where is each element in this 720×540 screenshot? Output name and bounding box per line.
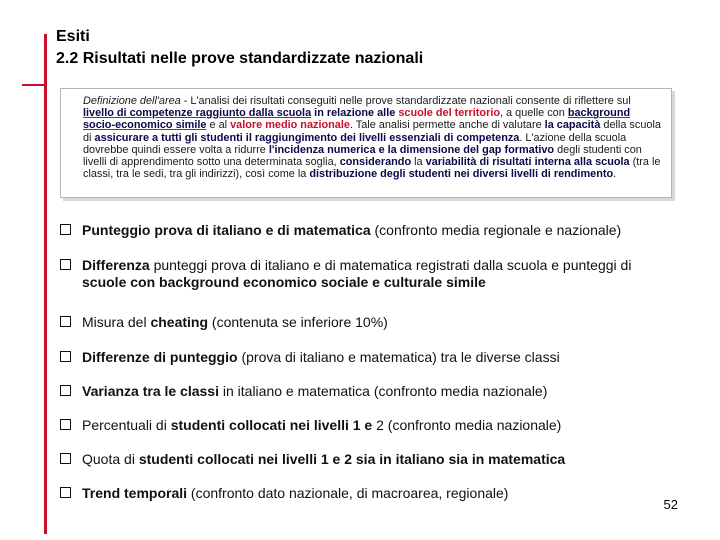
bullet-text: (prova di italiano e matematica) tra le diverse classi	[237, 349, 560, 365]
bullet-text: Percentuali di	[82, 417, 171, 433]
definition-text: . Tale analisi permette anche di valutare	[349, 119, 545, 132]
bullet-text: punteggi prova di italiano e di matematica registrati dalla scuola e punteggi di	[149, 257, 632, 273]
list-item	[60, 349, 650, 366]
definition-emph-red: scuole del territorio	[398, 107, 500, 120]
definition-emph: variabilità di risultati interna alla scuola	[425, 156, 630, 169]
definition-text: - L'analisi dei risultati conseguiti nelle prove standardizzate nazionali consente di riflettere sul	[180, 95, 631, 107]
list-item	[60, 451, 650, 468]
definition-emph: background socio-economico simile	[83, 107, 631, 132]
bullet-emph: Varianza tra le classi	[82, 383, 219, 399]
definition-text: e al	[206, 119, 231, 132]
bullet-emph: cheating	[150, 314, 209, 330]
bullet-text: 2 (confronto media nazionale)	[372, 417, 562, 433]
checkbox-bullet-icon	[60, 419, 71, 430]
definition-text: . L'azione della scuola dovrebbe quindi essere volta a ridurre	[83, 131, 627, 156]
checkbox-bullet-icon	[60, 316, 71, 327]
accent-horizontal-rule	[22, 84, 46, 86]
list-item	[60, 417, 650, 434]
bullet-emph: Punteggio prova di italiano e di matematica	[82, 222, 371, 238]
definition-text: la	[411, 156, 426, 169]
bullet-emph: studenti collocati nei livelli 1 e	[170, 417, 373, 433]
bullet-text: (contenuta se inferiore 10%)	[208, 314, 388, 330]
bullet-text: in italiano e matematica (confronto media nazionale)	[218, 383, 548, 399]
checkbox-bullet-icon	[60, 453, 71, 464]
definition-text: della scuola di	[83, 119, 661, 144]
checkbox-bullet-icon	[60, 487, 71, 498]
checkbox-bullet-icon	[60, 259, 71, 270]
page-number: 52	[663, 497, 678, 512]
definition-text: , a quelle con	[500, 107, 568, 120]
indicator-list	[60, 222, 650, 502]
section-heading: 2.2 Risultati nelle prove standardizzate nazionali	[56, 50, 424, 67]
bullet-emph: Differenza	[82, 257, 150, 273]
bullet-emph: Differenze di punteggio	[82, 349, 238, 365]
list-item	[60, 485, 650, 502]
definition-emph: l'incidenza numerica e la dimensione del gap formativo	[268, 143, 555, 156]
checkbox-bullet-icon	[60, 224, 71, 235]
definition-text: degli studenti con livelli di apprendimento sotto una determinata soglia,	[83, 143, 642, 169]
definition-text: .	[613, 168, 617, 181]
checkbox-bullet-icon	[60, 351, 71, 362]
bullet-text: Quota di	[82, 451, 139, 467]
accent-vertical-rule	[44, 34, 47, 534]
bullet-emph: studenti collocati nei livelli 1 e 2 sia in italiano sia in matematica	[138, 451, 566, 467]
definition-emph: distribuzione degli studenti nei diversi livelli di rendimento	[309, 168, 614, 181]
list-item	[60, 383, 650, 400]
bullet-emph: Trend temporali	[82, 485, 188, 501]
list-item	[60, 222, 650, 239]
definition-emph: la capacità	[544, 119, 601, 132]
definition-emph: assicurare a tutti gli studenti il raggiungimento dei livelli essenziali di competenza	[94, 131, 520, 144]
definition-emph: in relazione alle	[311, 107, 399, 120]
definition-box	[60, 88, 672, 198]
definition-emph: livello di competenze raggiunto dalla scuola	[83, 107, 312, 120]
page-title	[56, 26, 423, 70]
bullet-text: (confronto media regionale e nazionale)	[370, 222, 622, 238]
bullet-text: Misura del	[82, 314, 151, 330]
definition-emph-red: valore medio nazionale	[230, 119, 350, 132]
section-label: Esiti	[56, 28, 90, 45]
list-item	[60, 314, 650, 331]
bullet-emph: scuole con background economico sociale e culturale simile	[82, 274, 486, 290]
definition-label: Definizione dell'area	[83, 95, 181, 107]
definition-emph: considerando	[339, 156, 412, 169]
definition-text: (tra le classi, tra le sedi, tra gli indirizzi), così come la	[83, 156, 661, 181]
checkbox-bullet-icon	[60, 385, 71, 396]
bullet-text: (confronto dato nazionale, di macroarea, regionale)	[187, 485, 509, 501]
list-item	[60, 257, 650, 291]
